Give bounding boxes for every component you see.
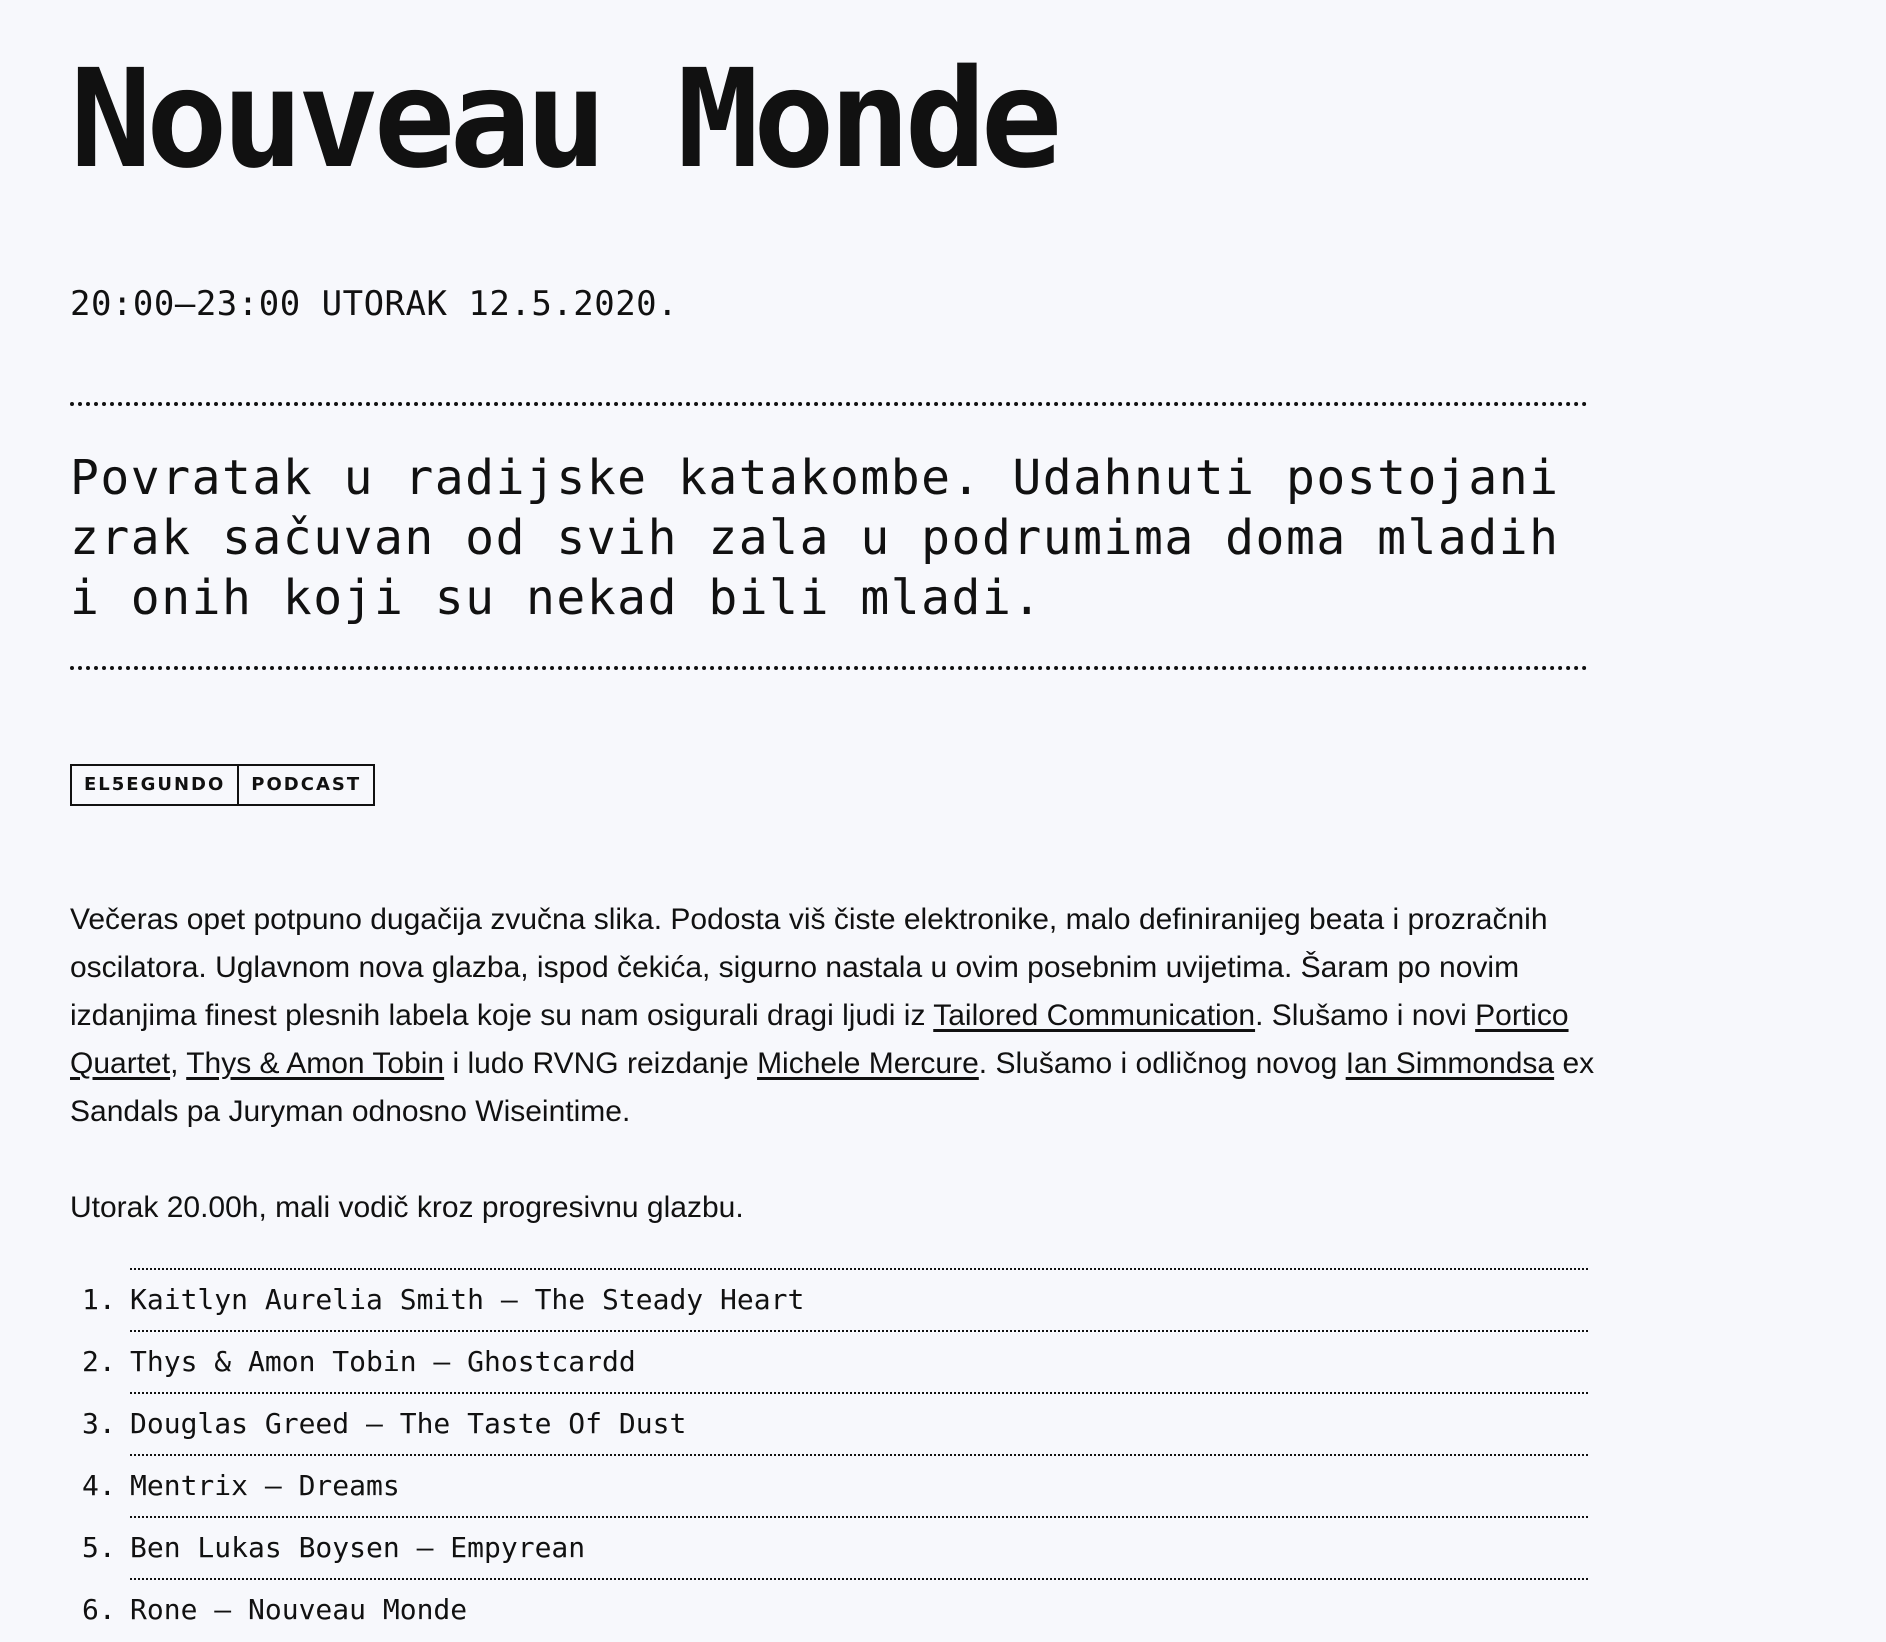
track-item [70,1516,1588,1578]
divider-bottom [70,666,1588,670]
track-item [70,1392,1588,1454]
track-number: 3. [82,1407,116,1440]
track-divider [130,1454,1588,1456]
description-text: i ludo RVNG reizdanje [444,1047,758,1080]
description-text: ex Sandals pa Juryman odnosno Wiseintime. [70,1047,1595,1128]
show-subline: Utorak 20.00h, mali vodič kroz progresivnu glazbu. [70,1191,744,1224]
tag-group [70,764,375,806]
link-ian-simmondsa[interactable]: Ian Simmondsa [1345,1047,1555,1080]
tag-podcast[interactable]: PODCAST [237,766,373,804]
track-title: Rone – Nouveau Monde [130,1593,468,1626]
show-content [70,0,1595,1626]
divider-top [70,402,1588,406]
description-text: , [170,1047,187,1080]
description-text: Večeras opet potpuno dugačija zvučna slika. Podosta viš čiste elektronike, malo definiranijeg beata i prozračnih oscilatora. Uglavnom nova glazba, ispod čekića, sigurno nastala u ovim posebnim uvijetima. Šaram po novim izdanjima finest plesnih labela koje su nam osigurali dragi ljudi iz [70,903,1548,1032]
description-text: . Slušamo i novi [1255,999,1476,1032]
track-number: 4. [82,1469,116,1502]
description-text: . Slušamo i odličnog novog [978,1047,1346,1080]
link-thys-amon-tobin[interactable]: Thys & Amon Tobin [186,1047,445,1080]
track-item [70,1454,1588,1516]
show-lead: Povratak u radijske katakombe. Udahnuti postojani zrak sačuvan od svih zala u podrumima doma mladih i onih koji su nekad bili mladi. [70,450,1560,626]
show-description [70,896,1610,1136]
show-title: Nouveau Monde [70,41,1057,199]
track-number: 1. [82,1283,116,1316]
track-number: 6. [82,1593,116,1626]
track-divider [130,1268,1588,1270]
track-title: Douglas Greed – The Taste Of Dust [130,1407,687,1440]
track-divider [130,1392,1588,1394]
tag-el5egundo[interactable]: EL5EGUNDO [84,774,226,795]
track-number: 5. [82,1531,116,1564]
track-title: Thys & Amon Tobin – Ghostcardd [130,1345,636,1378]
track-divider [130,1516,1588,1518]
track-item [70,1268,1588,1330]
track-number: 2. [82,1345,116,1378]
track-divider [130,1330,1588,1332]
track-item [70,1578,1588,1640]
tracklist [70,1268,1588,1640]
track-title: Mentrix – Dreams [130,1469,400,1502]
track-title: Ben Lukas Boysen – Empyrean [130,1531,586,1564]
link-tailored-communication[interactable]: Tailored Communication [933,999,1256,1032]
show-datetime: 20:00–23:00 UTORAK 12.5.2020. [70,284,679,324]
track-item [70,1330,1588,1392]
track-title: Kaitlyn Aurelia Smith – The Steady Heart [130,1283,805,1316]
link-portico-quartet[interactable]: Portico Quartet [70,999,1569,1080]
track-divider [130,1578,1588,1580]
link-michele-mercure[interactable]: Michele Mercure [757,1047,979,1080]
